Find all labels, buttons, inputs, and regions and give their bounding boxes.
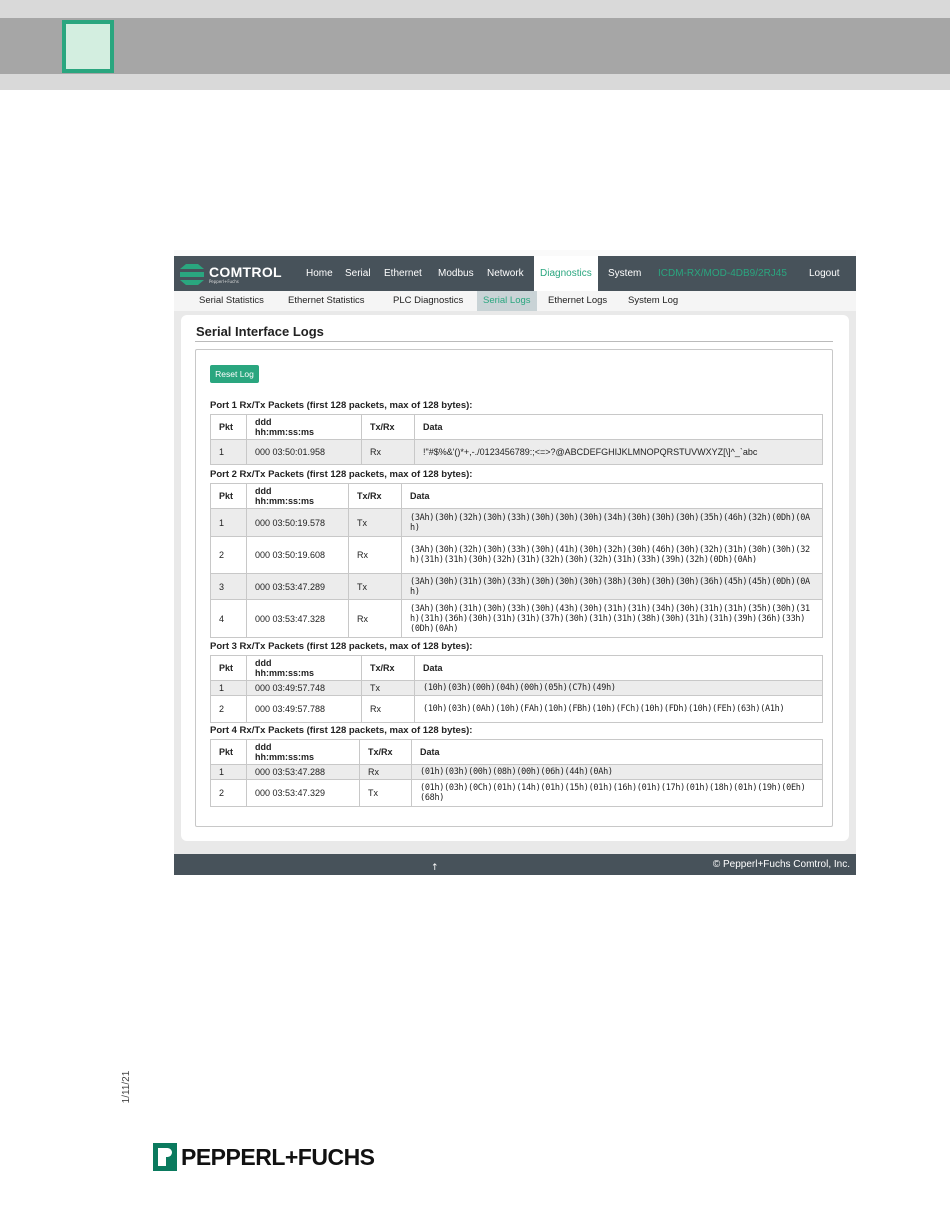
pepperl-fuchs-logo-icon (153, 1143, 177, 1171)
cell-data: (3Ah)(30h)(31h)(30h)(33h)(30h)(43h)(30h)(31h)(31h)(34h)(30h)(31h)(31h)(35h)(30h)(31h)(31h)(36h)(30h)(31h)(31h)(37h)(30h)(31h)(31h)(38h)(30h)(31h)(31h)(39h)(36h)(33h)(0Dh)(0Ah) (402, 600, 823, 638)
sub-navbar (174, 291, 856, 311)
comtrol-logo-icon (180, 262, 204, 286)
table-row (211, 696, 823, 723)
column-header-pkt: Pkt (211, 415, 247, 440)
nav-home[interactable]: Home (306, 268, 333, 279)
nav-network[interactable]: Network (487, 268, 524, 279)
cell-time: 000 03:50:19.608 (247, 537, 349, 574)
cell-time: 000 03:53:47.329 (247, 780, 360, 807)
cell-time: 000 03:50:19.578 (247, 509, 349, 537)
cell-pkt: 3 (211, 574, 247, 600)
cell-pkt: 1 (211, 440, 247, 465)
cell-data: (3Ah)(30h)(32h)(30h)(33h)(30h)(30h)(30h)(34h)(30h)(30h)(30h)(35h)(46h)(32h)(0Dh)(0Ah) (402, 509, 823, 537)
cell-txrx: Tx (349, 509, 402, 537)
cell-data: (3Ah)(30h)(32h)(30h)(33h)(30h)(41h)(30h)(32h)(30h)(46h)(30h)(32h)(31h)(30h)(30h)(32h)(31h)(31h)(30h)(32h)(31h)(32h)(30h)(32h)(31h)(33h)(39h)(32h)(0Dh)(0Ah) (402, 537, 823, 574)
port-4-title: Port 4 Rx/Tx Packets (first 128 packets, max of 128 bytes): (210, 725, 473, 736)
cell-pkt: 2 (211, 537, 247, 574)
brand-name: COMTROL (209, 263, 282, 280)
table-row (211, 681, 823, 696)
subnav-ethernet-statistics[interactable]: Ethernet Statistics (288, 295, 365, 306)
table-header-row (211, 415, 823, 440)
column-header-pkt: Pkt (211, 484, 247, 509)
port-2-table (210, 483, 823, 638)
table-header-row (211, 656, 823, 681)
cell-time: 000 03:53:47.289 (247, 574, 349, 600)
cell-pkt: 2 (211, 696, 247, 723)
nav-serial[interactable]: Serial (345, 268, 371, 279)
subnav-ethernet-logs[interactable]: Ethernet Logs (548, 295, 608, 306)
column-header-txrx: Tx/Rx (362, 656, 415, 681)
nav-system[interactable]: System (608, 268, 642, 279)
port-1-title: Port 1 Rx/Tx Packets (first 128 packets, max of 128 bytes): (210, 400, 473, 411)
column-header-time: ddd hh:mm:ss:ms (247, 656, 362, 681)
cell-txrx: Tx (349, 574, 402, 600)
subnav-system-log[interactable]: System Log (628, 295, 679, 306)
cell-txrx: Rx (349, 600, 402, 638)
logs-container (195, 349, 833, 827)
table-row (211, 780, 823, 807)
table-row (211, 440, 823, 465)
cell-txrx: Rx (362, 696, 415, 723)
page-title: Serial Interface Logs (196, 324, 324, 339)
cell-txrx: Rx (360, 765, 412, 780)
document-header-strip (0, 74, 950, 90)
cell-pkt: 1 (211, 765, 247, 780)
table-row (211, 574, 823, 600)
cell-pkt: 4 (211, 600, 247, 638)
cell-data: (01h)(03h)(0Ch)(01h)(14h)(01h)(15h)(01h)(16h)(01h)(17h)(01h)(18h)(01h)(19h)(0Eh)(68h) (412, 780, 823, 807)
port-1-table (210, 414, 823, 465)
table-header-row (211, 484, 823, 509)
reset-log-button[interactable]: Reset Log (210, 365, 259, 383)
column-header-txrx: Tx/Rx (349, 484, 402, 509)
nav-modbus[interactable]: Modbus (438, 268, 474, 279)
cell-pkt: 1 (211, 681, 247, 696)
title-divider (195, 341, 833, 342)
table-row (211, 537, 823, 574)
comtrol-logo[interactable] (180, 259, 290, 289)
document-chapter-marker (62, 20, 114, 73)
column-header-data: Data (415, 415, 823, 440)
cell-data: !"#$%&'()*+,-./0123456789:;<=>?@ABCDEFGHIJKLMNOPQRSTUVWXYZ[\]^_`abc (415, 440, 823, 465)
web-ui-screenshot (174, 250, 856, 875)
table-row (211, 765, 823, 780)
cell-data: (10h)(03h)(0Ah)(10h)(FAh)(10h)(FBh)(10h)(FCh)(10h)(FDh)(10h)(FEh)(63h)(A1h) (415, 696, 823, 723)
column-header-txrx: Tx/Rx (362, 415, 415, 440)
nav-ethernet[interactable]: Ethernet (384, 268, 422, 279)
pepperl-fuchs-logo (153, 1143, 375, 1171)
nav-diagnostics[interactable]: Diagnostics (534, 256, 598, 291)
column-header-data: Data (415, 656, 823, 681)
document-header-bar (0, 18, 950, 74)
mouse-cursor-icon: ↑ (431, 863, 439, 873)
copyright-text: © Pepperl+Fuchs Comtrol, Inc. (712, 859, 850, 870)
subnav-plc-diagnostics[interactable]: PLC Diagnostics (393, 295, 464, 306)
port-3-title: Port 3 Rx/Tx Packets (first 128 packets, max of 128 bytes): (210, 641, 473, 652)
subnav-serial-logs[interactable]: Serial Logs (477, 291, 537, 311)
table-row (211, 600, 823, 638)
cell-pkt: 2 (211, 780, 247, 807)
cell-time: 000 03:49:57.748 (247, 681, 362, 696)
cell-txrx: Rx (362, 440, 415, 465)
cell-data: (01h)(03h)(00h)(08h)(00h)(06h)(44h)(0Ah) (412, 765, 823, 780)
cell-txrx: Rx (349, 537, 402, 574)
cell-pkt: 1 (211, 509, 247, 537)
cell-time: 000 03:53:47.288 (247, 765, 360, 780)
nav-logout[interactable]: Logout (809, 268, 840, 279)
content-panel (181, 315, 849, 841)
column-header-time: ddd hh:mm:ss:ms (247, 484, 349, 509)
column-header-data: Data (412, 740, 823, 765)
document-date: 1/11/21 (121, 1070, 132, 1104)
column-header-pkt: Pkt (211, 656, 247, 681)
cell-time: 000 03:53:47.328 (247, 600, 349, 638)
column-header-time: ddd hh:mm:ss:ms (247, 740, 360, 765)
table-row (211, 509, 823, 537)
pepperl-fuchs-logo-text: PEPPERL+FUCHS (181, 1143, 375, 1170)
brand-subtitle: Pepperl+Fuchs (209, 278, 239, 284)
cell-time: 000 03:50:01.958 (247, 440, 362, 465)
table-header-row (211, 740, 823, 765)
cell-data: (3Ah)(30h)(31h)(30h)(33h)(30h)(30h)(30h)(38h)(30h)(30h)(30h)(36h)(45h)(45h)(0Dh)(0Ah) (402, 574, 823, 600)
column-header-pkt: Pkt (211, 740, 247, 765)
cell-txrx: Tx (360, 780, 412, 807)
column-header-txrx: Tx/Rx (360, 740, 412, 765)
cell-data: (10h)(03h)(00h)(04h)(00h)(05h)(C7h)(49h) (415, 681, 823, 696)
device-name: ICDM-RX/MOD-4DB9/2RJ45 (658, 268, 787, 279)
cell-time: 000 03:49:57.788 (247, 696, 362, 723)
cell-txrx: Tx (362, 681, 415, 696)
page-footer (174, 854, 856, 875)
column-header-time: ddd hh:mm:ss:ms (247, 415, 362, 440)
port-3-table (210, 655, 823, 723)
column-header-data: Data (402, 484, 823, 509)
port-2-title: Port 2 Rx/Tx Packets (first 128 packets, max of 128 bytes): (210, 469, 473, 480)
document-top-strip (0, 0, 950, 18)
subnav-serial-statistics[interactable]: Serial Statistics (199, 295, 264, 306)
port-4-table (210, 739, 823, 807)
